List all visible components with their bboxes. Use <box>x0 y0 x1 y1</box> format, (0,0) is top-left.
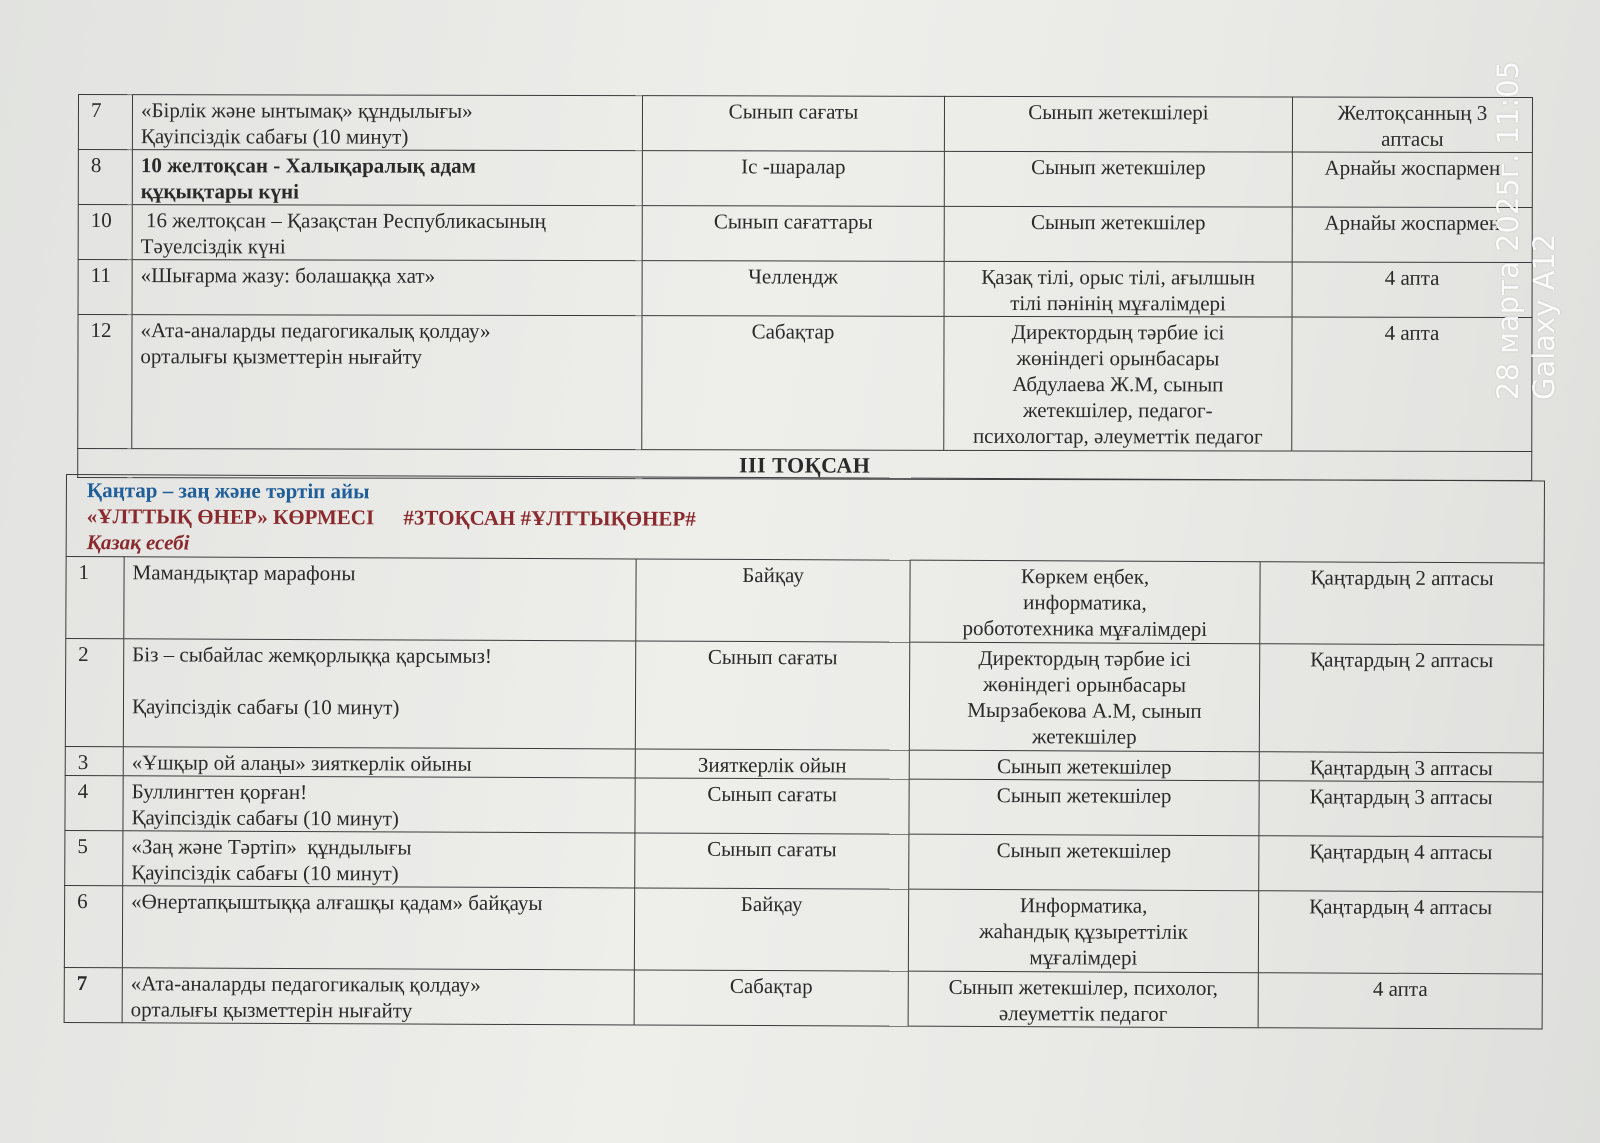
responsible-line: жаһандық құзыреттілік <box>979 918 1188 944</box>
event-line: «Ата-аналарды педагогикалық қолдау» <box>140 318 491 343</box>
form-cell: Сынып сағаты <box>635 778 909 834</box>
form-cell: Зияткерлік ойын <box>635 749 909 779</box>
responsible-line: жөніндегі орынбасары <box>1016 345 1220 371</box>
row-number: 5 <box>65 830 123 885</box>
row-number: 6 <box>64 885 122 967</box>
time-line: 4 апта <box>1384 265 1440 290</box>
month-title: Қаңтар – заң және тәртіп айы <box>86 478 370 504</box>
responsible-line: жетекшілер, педагог- <box>1023 397 1213 423</box>
responsible-cell <box>908 971 1258 1028</box>
time-cell <box>1260 562 1544 645</box>
responsible-cell <box>944 261 1292 317</box>
event-line: орталығы қызметтерін нығайту <box>140 344 423 369</box>
responsible-line: Сынып жетекшілері <box>1028 99 1209 125</box>
row-number: 1 <box>66 557 124 639</box>
form-cell: Сынып сағаты <box>635 641 909 750</box>
time-line: Қаңтардың 4 аптасы <box>1309 894 1493 920</box>
hashtags: #3ТОҚСАН #ҰЛТТЫҚӨНЕР# <box>403 505 696 531</box>
event-cell <box>132 205 642 261</box>
responsible-line: Мырзабекова А.М, сынып <box>967 697 1202 723</box>
row-number: 7 <box>64 967 122 1022</box>
event-line: Буллингтен қорған! <box>131 779 308 805</box>
row-number: 8 <box>78 150 132 205</box>
responsible-line: жөніндегі орынбасары <box>983 672 1187 697</box>
responsible-line: психологтар, әлеуметтік педагог <box>972 423 1263 449</box>
event-line: құқықтары күні <box>140 179 299 204</box>
event-line: «Өнертапқыштыққа алғашқы қадам» байқауы <box>131 889 543 916</box>
responsible-line: Директордың тәрбие ісі <box>978 645 1192 671</box>
time-cell <box>1259 781 1543 837</box>
table-row <box>65 775 1543 836</box>
event-line: орталығы қызметтерін нығайту <box>130 997 413 1023</box>
table-row <box>65 830 1543 891</box>
responsible-line: Сынып жетекшілер <box>1031 154 1206 180</box>
event-line: «Ұшқыр ой алаңы» зияткерлік ойыны <box>131 750 472 776</box>
form-cell: Байқау <box>636 559 910 642</box>
responsible-cell <box>909 642 1259 752</box>
event-cell <box>132 315 642 450</box>
responsible-cell <box>910 560 1260 644</box>
responsible-cell <box>944 151 1292 207</box>
responsible-line: Сынып жетекшілер, психолог, <box>948 974 1218 1001</box>
time-cell <box>1259 836 1543 892</box>
event-cell <box>123 747 635 778</box>
calendar-label: Қазақ есебі <box>86 530 190 555</box>
responsible-line: Сынып жетекшілер <box>996 754 1172 779</box>
event-line: Қауіпсіздік сабағы (10 минут) <box>140 124 409 149</box>
table-row <box>78 150 1532 208</box>
plan-table-bottom <box>64 474 1545 1029</box>
event-line: Қауіпсіздік сабағы (10 минут) <box>131 694 400 720</box>
responsible-cell <box>909 779 1259 836</box>
time-line: Арнайы жоспармен <box>1324 210 1501 235</box>
form-cell: Сабақтар <box>642 316 944 451</box>
time-line: Қаңтардың 4 аптасы <box>1309 839 1493 865</box>
event-line: Біз – сыбайлас жемқорлыққа қарсымыз! <box>132 642 492 668</box>
row-number: 4 <box>65 775 123 830</box>
table-row <box>64 885 1542 973</box>
row-number: 12 <box>78 315 132 449</box>
event-line: «Заң және Тәртіп» құндылығы <box>131 834 412 860</box>
responsible-line: жетекшілер <box>1032 724 1137 749</box>
event-line-blank <box>132 667 627 695</box>
time-line: Арнайы жоспармен <box>1324 155 1501 180</box>
month-header-cell <box>66 475 1544 563</box>
table-row <box>78 260 1532 318</box>
responsible-cell <box>909 834 1259 891</box>
section-title: ІІІ ТОҚСАН <box>78 449 1532 481</box>
responsible-line: Сынып жетекшілер <box>996 838 1172 863</box>
event-line: Мамандықтар марафоны <box>132 560 356 586</box>
time-cell <box>1259 644 1544 753</box>
form-cell: Сынып сағаты <box>642 96 944 152</box>
responsible-line: Информатика, <box>1019 893 1148 918</box>
time-line: 4 апта <box>1372 976 1428 1001</box>
responsible-line: Абдулаева Ж.М, сынып <box>1012 371 1224 397</box>
table-row <box>78 315 1532 452</box>
responsible-line: Сынып жетекшілер <box>996 783 1172 808</box>
table-row <box>78 205 1532 263</box>
time-cell <box>1258 973 1542 1029</box>
row-number: 7 <box>78 95 132 150</box>
responsible-line: Директордың тәрбие ісі <box>1011 319 1225 345</box>
event-line: Қауіпсіздік сабағы (10 минут) <box>131 805 399 831</box>
form-cell: Челлендж <box>642 261 944 317</box>
responsible-line: робототехника мұғалімдері <box>962 615 1208 641</box>
event-cell <box>123 776 635 833</box>
row-number: 11 <box>78 260 132 315</box>
plan-table-top <box>77 94 1533 481</box>
row-number: 2 <box>65 639 123 747</box>
table-row <box>78 95 1532 153</box>
responsible-line: Сынып жетекшілер <box>1030 209 1206 235</box>
form-cell: Байқау <box>634 888 908 971</box>
responsible-line: әлеуметтік педагог <box>998 1001 1168 1026</box>
row-number: 10 <box>78 205 132 260</box>
exhibition-title: «ҰЛТТЫҚ ӨНЕР» КӨРМЕСІ <box>86 504 375 530</box>
time-line: Қаңтардың 2 аптасы <box>1310 565 1494 591</box>
time-line: Қаңтардың 3 аптасы <box>1309 784 1493 810</box>
responsible-line: Қазақ тілі, орыс тілі, ағылшын <box>981 264 1256 290</box>
responsible-line: мұғалімдері <box>1029 945 1138 970</box>
responsible-cell <box>944 316 1292 451</box>
event-line: «Ата-аналарды педагогикалық қолдау» <box>130 971 481 997</box>
form-cell: Сынып сағаты <box>635 833 909 889</box>
watermark-device: Galaxy A12 <box>1527 233 1561 400</box>
event-cell <box>132 260 642 316</box>
time-line: Қаңтардың 2 аптасы <box>1310 647 1494 673</box>
event-line: «Бірлік және ынтымақ» құндылығы» <box>140 98 473 123</box>
event-line: 16 желтоқсан – Қазақстан Республикасының <box>140 208 546 233</box>
form-cell: Сабақтар <box>634 970 908 1026</box>
event-line: «Шығарма жазу: болашаққа хат» <box>140 263 436 288</box>
event-line: 10 желтоқсан - Халықаралық адам <box>140 153 476 178</box>
event-cell <box>132 150 642 206</box>
table-row <box>66 557 1544 645</box>
event-cell <box>122 968 634 1025</box>
event-cell <box>122 886 634 970</box>
responsible-cell <box>944 206 1292 262</box>
row-number: 3 <box>65 746 123 775</box>
responsible-cell <box>944 96 1292 152</box>
table-row <box>64 967 1542 1028</box>
responsible-line: Көркем еңбек, <box>1020 564 1150 589</box>
time-line: 4 апта <box>1384 320 1440 345</box>
time-cell <box>1259 752 1543 782</box>
event-cell <box>123 831 635 888</box>
responsible-line: информатика, <box>1023 590 1147 615</box>
form-cell: Іс -шаралар <box>642 151 944 207</box>
table-row <box>65 639 1544 753</box>
time-line: аптасы <box>1381 126 1444 151</box>
time-line: Желтоқсанның 3 <box>1337 100 1488 125</box>
event-cell <box>123 639 635 749</box>
time-cell <box>1258 891 1542 974</box>
form-cell: Сынып сағаттары <box>642 206 944 262</box>
time-line: Қаңтардың 3 аптасы <box>1309 755 1493 781</box>
responsible-line: тілі пәнінің мұғалімдері <box>1010 290 1226 316</box>
event-cell <box>132 95 642 151</box>
event-line: Тәуелсіздік күні <box>140 234 286 259</box>
watermark-datetime: 28 марта 2025г. 11:05 <box>1491 60 1525 400</box>
camera-watermark <box>1490 61 1562 400</box>
event-line: Қауіпсіздік сабағы (10 минут) <box>131 860 399 886</box>
event-cell <box>124 557 636 641</box>
responsible-cell <box>909 750 1259 781</box>
responsible-cell <box>908 889 1258 973</box>
month-header-row <box>66 475 1544 563</box>
